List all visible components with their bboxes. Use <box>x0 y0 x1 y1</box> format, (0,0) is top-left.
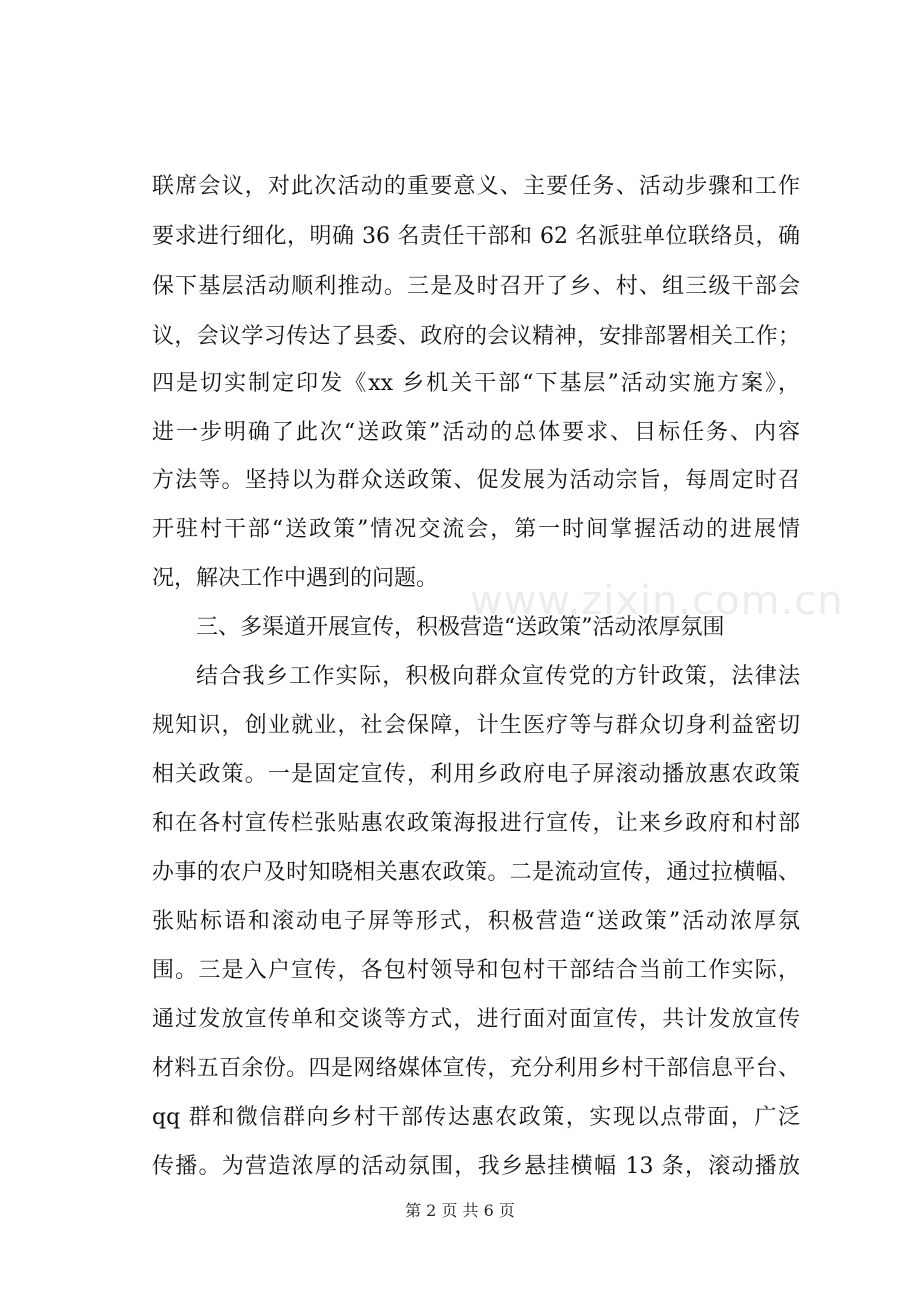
body-line: 况，解决工作中遇到的问题。 <box>152 566 439 591</box>
body-line: 联席会议，对此次活动的重要意义、主要任务、活动步骤和工作 <box>152 174 800 199</box>
body-line: 四是切实制定印发《xx 乡机关干部“下基层”活动实施方案》， <box>152 371 800 396</box>
body-line: 和在各村宣传栏张贴惠农政策海报进行宣传，让来乡政府和村部 <box>152 811 800 836</box>
body-line: 保下基层活动顺利推动。三是及时召开了乡、村、组三级干部会 <box>152 274 800 299</box>
section-heading: 三、多渠道开展宣传，积极营造“送政策”活动浓厚氛围 <box>196 615 725 640</box>
body-line: 开驻村干部“送政策”情况交流会，第一时间掌握活动的进展情 <box>152 517 800 542</box>
body-line: 围。三是入户宣传，各包村领导和包村干部结合当前工作实际， <box>152 958 800 983</box>
body-line: 材料五百余份。四是网络媒体宣传，充分利用乡村干部信息平台、 <box>152 1056 800 1081</box>
body-line: 传播。为营造浓厚的活动氛围，我乡悬挂横幅 13 条，滚动播放 <box>152 1154 800 1179</box>
body-line: qq 群和微信群向乡村干部传达惠农政策，实现以点带面，广泛 <box>152 1105 800 1130</box>
watermark: www.zixin.com.cn <box>470 578 844 624</box>
body-line: 规知识，创业就业，社会保障，计生医疗等与群众切身利益密切 <box>152 713 800 738</box>
body-line: 通过发放宣传单和交谈等方式，进行面对面宣传，共计发放宣传 <box>152 1007 800 1032</box>
body-line: 议，会议学习传达了县委、政府的会议精神，安排部署相关工作； <box>152 324 800 349</box>
body-line: 张贴标语和滚动电子屏等形式，积极营造“送政策”活动浓厚氛 <box>152 909 800 934</box>
body-line: 方法等。坚持以为群众送政策、促发展为活动宗旨，每周定时召 <box>152 468 800 493</box>
body-line: 要求进行细化，明确 36 名责任干部和 62 名派驻单位联络员，确 <box>152 224 800 249</box>
body-line: 办事的农户及时知晓相关惠农政策。二是流动宣传，通过拉横幅、 <box>152 860 800 885</box>
body-line: 相关政策。一是固定宣传，利用乡政府电子屏滚动播放惠农政策 <box>152 762 800 787</box>
page-footer: 第 2 页 共 6 页 <box>405 1201 515 1220</box>
body-line: 结合我乡工作实际，积极向群众宣传党的方针政策，法律法 <box>196 664 800 689</box>
body-line: 进一步明确了此次“送政策”活动的总体要求、目标任务、内容 <box>152 420 800 445</box>
